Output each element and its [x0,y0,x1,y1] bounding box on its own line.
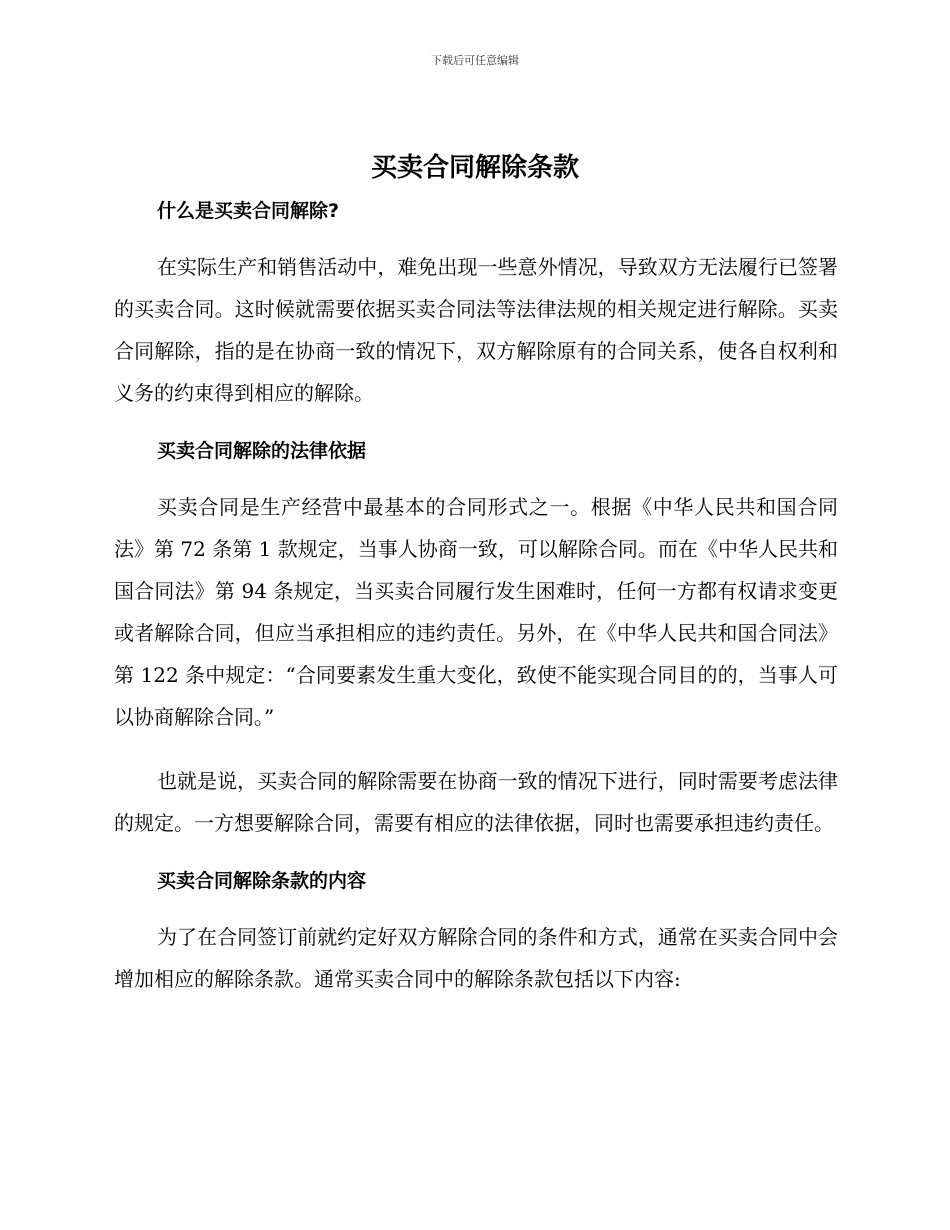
section-legal-basis [114,436,838,866]
body-paragraph: 也就是说，买卖合同的解除需要在协商一致的情况下进行，同时需要考虑法律的规定。一方想要解除合同，需要有相应的法律依据，同时也需要承担违约责任。 [114,769,838,835]
section-what-is-rescission [114,196,838,436]
body-paragraph: 为了在合同签订前就约定好双方解除合同的条件和方式，通常在买卖合同中会增加相应的解除条款。通常买卖合同中的解除条款包括以下内容: [114,925,838,991]
document-title: 买卖合同解除条款 [370,153,579,183]
body-paragraph: 买卖合同是生产经营中最基本的合同形式之一。根据《中华人民共和国合同法》第 72 条第 1 款规定，当事人协商一致，可以解除合同。而在《中华人民共和国合同法》第 94 条规定，当买卖合同履行发生困难时，任何一方都有权请求变更或者解除合同，但应当承担相应的违约责任。另外，在《中华人民共和国合同法》第 122 条中规定：“合同要素发生重大变化，致使不能实现合同目的的，当事人可以协商解除合同。” [114,495,838,729]
section-clause-contents [114,866,838,1000]
section-heading: 买卖合同解除条款的内容 [157,870,367,892]
section-heading: 什么是买卖合同解除? [157,200,340,222]
document-body [114,196,838,1000]
body-paragraph: 在实际生产和销售活动中，难免出现一些意外情况，导致双方无法履行已签署的买卖合同。这时候就需要依据买卖合同法等法律法规的相关规定进行解除。买卖合同解除，指的是在协商一致的情况下，双方解除原有的合同关系，使各自权利和义务的约束得到相应的解除。 [114,255,838,405]
section-heading: 买卖合同解除的法律依据 [157,440,367,462]
page-header-note: 下载后可任意编辑 [431,54,519,67]
